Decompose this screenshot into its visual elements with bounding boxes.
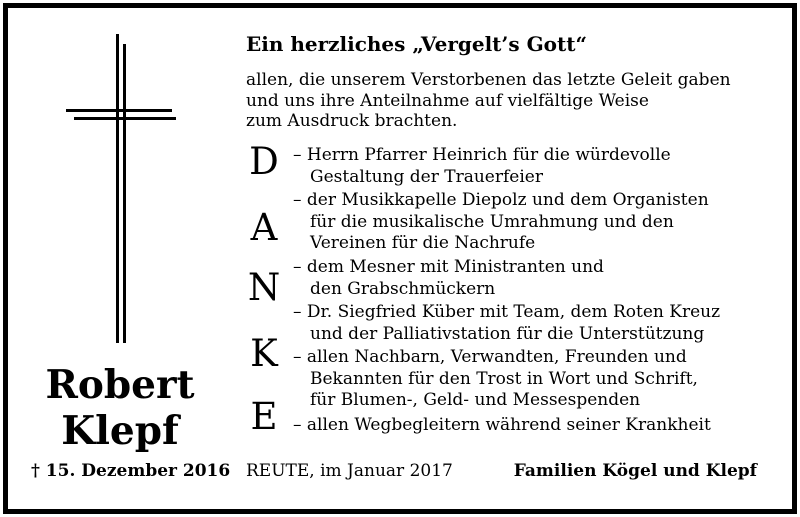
- danke-letter: A: [250, 206, 278, 249]
- intro-line: und uns ihre Anteilnahme auf vielfältige Weise: [246, 90, 649, 111]
- danke-letter: K: [250, 332, 278, 375]
- intro-line: allen, die unserem Verstorbenen das letzte Geleit gaben: [246, 70, 731, 90]
- thanks-item-doctor: – Dr. Siegfried Küber mit Team, dem Roten Kreuz und der Palliativstation für die Unterstützung: [293, 302, 721, 344]
- intro-text: [246, 70, 766, 132]
- thanks-item-neighbors: – allen Nachbarn, Verwandten, Freunden und Bekannten für den Trost in Wort und Schrift, für Blumen-, Geld- und Messespenden: [293, 347, 698, 410]
- death-date: † 15. Dezember 2016: [31, 461, 231, 481]
- danke-letter: D: [249, 140, 279, 183]
- thanks-item-sexton: – dem Mesner mit Ministranten und den Grabschmückern: [293, 257, 604, 299]
- thanks-item-pastor: – Herrn Pfarrer Heinrich für die würdevolle Gestaltung der Trauerfeier: [293, 145, 671, 187]
- deceased-first-name: Robert: [45, 362, 195, 408]
- family-signature: Familien Kögel und Klepf: [513, 461, 757, 481]
- intro-line: zum Ausdruck brachten.: [246, 111, 458, 131]
- thanks-heading: Ein herzliches „Vergelt’s Gott“: [246, 32, 588, 56]
- thanks-item-companions: – allen Wegbegleitern während seiner Krankheit: [293, 415, 711, 435]
- danke-letter: N: [247, 266, 281, 309]
- thanks-item-band: – der Musikkapelle Diepolz und dem Organisten für die musikalische Umrahmung und den Vereinen für die Nachrufe: [293, 190, 709, 253]
- deceased-last-name: Klepf: [61, 408, 179, 454]
- danke-letter: E: [250, 395, 278, 438]
- place-date: REUTE, im Januar 2017: [246, 461, 453, 481]
